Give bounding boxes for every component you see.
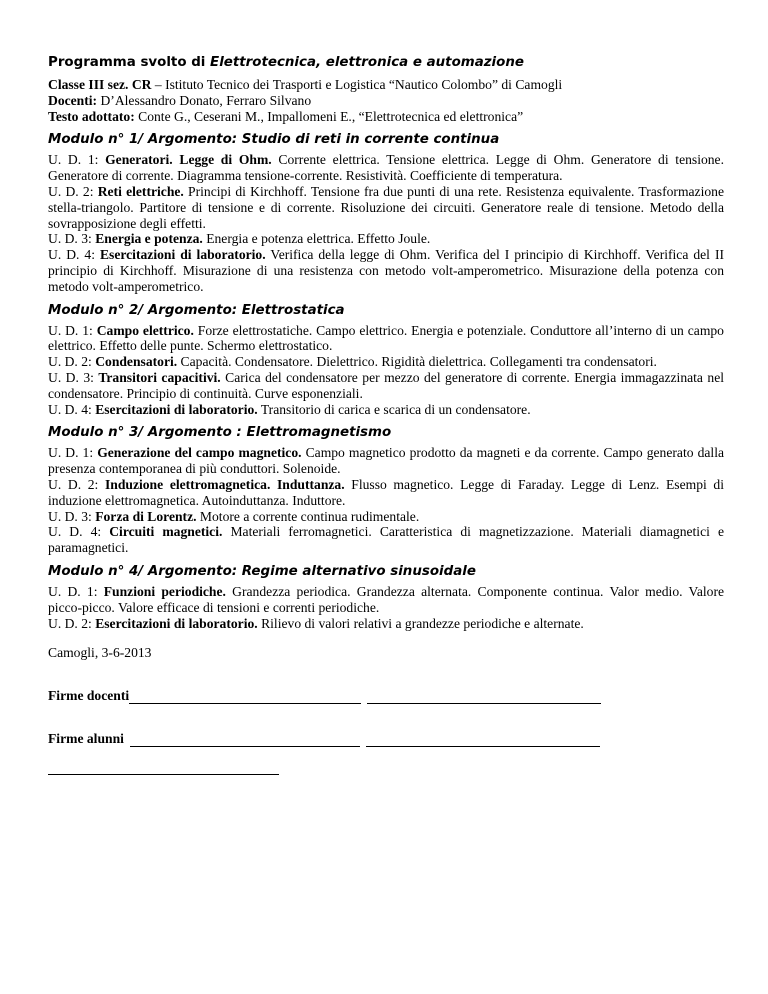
signature-line [48, 773, 279, 775]
module-2-unit-3: U. D. 3: Transitori capacitivi. Carica del condensatore per mezzo del generatore di corrente. Energia immagazzinata nel condensatore. Principio di continuità. Curve esponenziali. [48, 369, 725, 401]
signature-line [367, 691, 601, 704]
module-2-unit-1: U. D. 1: Campo elettrico. Forze elettrostatiche. Campo elettrico. Energia e potenziale. Conduttore all’interno di un campo elettrico. Effetto delle punte. Schermo elettrostatico. [48, 322, 724, 354]
title-prefix: Programma svolto di [48, 55, 211, 70]
module-4-unit-2: U. D. 2: Esercitazioni di laboratorio. Rilievo di valori relativi a grandezze periodiche e alternate. [48, 615, 584, 631]
module-1-unit-3: U. D. 3: Energia e potenza. Energia e potenza elettrica. Effetto Joule. [48, 231, 431, 247]
meta-teachers-line [48, 93, 724, 109]
teachers-signature-row [48, 688, 724, 704]
signature-line [366, 734, 600, 747]
module-3-unit-3: U. D. 3: Forza di Lorentz. Motore a corrente continua rudimentale. [48, 508, 420, 524]
signature-line [129, 691, 361, 704]
meta-label: Docenti: [48, 92, 98, 108]
document-meta [48, 77, 724, 124]
module-3-unit-2: U. D. 2: Induzione elettromagnetica. Induttanza. Flusso magnetico. Legge di Faraday. Legge di Lenz. Esempi di induzione elettromagnetica. Autoinduttanza. Induttore. [48, 476, 724, 508]
module-3-unit-1: U. D. 1: Generazione del campo magnetico. Campo magnetico prodotto da magneti e da corrente. Campo generato dalla presenza contemporanea di più conduttori. Solenoide. [48, 445, 725, 477]
meta-text: D’Alessandro Donato, Ferraro Silvano [97, 92, 312, 108]
meta-label: Classe III sez. CR [48, 77, 152, 92]
meta-class-line [48, 77, 724, 93]
document-title [48, 54, 724, 72]
module-1-unit-2: U. D. 2: Reti elettriche. Principi di Kirchhoff. Tensione fra due punti di una rete. Resistenza equivalente. Trasformazione stella-triangolo. Partitore di tensione e di corrente. Risoluzione dei circuiti. Generatore reale di tensione. Metodo della sovrapposizione degli effetti. [48, 183, 724, 231]
module-2-unit-2: U. D. 2: Condensatori. Capacità. Condensatore. Dielettrico. Rigidità dielettrica. Collegamenti tra condensatori. [48, 354, 657, 370]
module-1-title: Modulo n° 1/ Argomento: Studio di reti in corrente continua [48, 132, 500, 148]
title-subject: Elettrotecnica, elettronica e automazione [210, 55, 524, 70]
module-4-title: Modulo n° 4/ Argomento: Regime alternativo sinusoidale [48, 563, 476, 579]
module-2-title: Modulo n° 2/ Argomento: Elettrostatica [48, 302, 345, 318]
module-4-unit-1: U. D. 1: Funzioni periodiche. Grandezza periodica. Grandezza alternata. Componente continua. Valor medio. Valore picco-picco. Valore efficace di tensioni e correnti periodiche. [48, 583, 724, 615]
module-1-unit-4: U. D. 4: Esercitazioni di laboratorio. Verifica della legge di Ohm. Verifica del I principio di Kirchhoff. Verifica del II principio di Kirchhoff. Misurazione di una resistenza con metodo volt-amperometrico. Misurazione della potenza con metodo volt-amperometrico. [48, 247, 725, 294]
place-date: Camogli, 3-6-2013 [48, 645, 152, 661]
students-signature-label: Firme alunni [48, 731, 124, 747]
students-signature-row [48, 731, 724, 747]
module-3-unit-4: U. D. 4: Circuiti magnetici. Materiali ferromagnetici. Caratteristica di magnetizzazione. Materiali diamagnetici e paramagnetici. [48, 524, 724, 556]
signature-line [130, 734, 360, 747]
module-1-unit-1: U. D. 1: Generatori. Legge di Ohm. Corrente elettrica. Tensione elettrica. Legge di Ohm. Generatore di tensione. Generatore di corrente. Diagramma tensione-corrente. Resistività. Coefficiente di temperatura. [48, 152, 724, 184]
module-3-title: Modulo n° 3/ Argomento : Elettromagnetismo [48, 425, 392, 441]
document-body [48, 54, 724, 775]
meta-text: Conte G., Ceserani M., Impallomeni E., “Elettrotecnica ed elettronica” [134, 108, 524, 124]
module-2-unit-4: U. D. 4: Esercitazioni di laboratorio. Transitorio di carica e scarica di un condensatore. [48, 401, 531, 417]
teachers-signature-label: Firme docenti [48, 688, 130, 704]
meta-textbook-line [48, 109, 724, 125]
meta-text: – Istituto Tecnico dei Trasporti e Logistica “Nautico Colombo” di Camogli [151, 77, 563, 92]
meta-label: Testo adottato: [48, 108, 135, 124]
